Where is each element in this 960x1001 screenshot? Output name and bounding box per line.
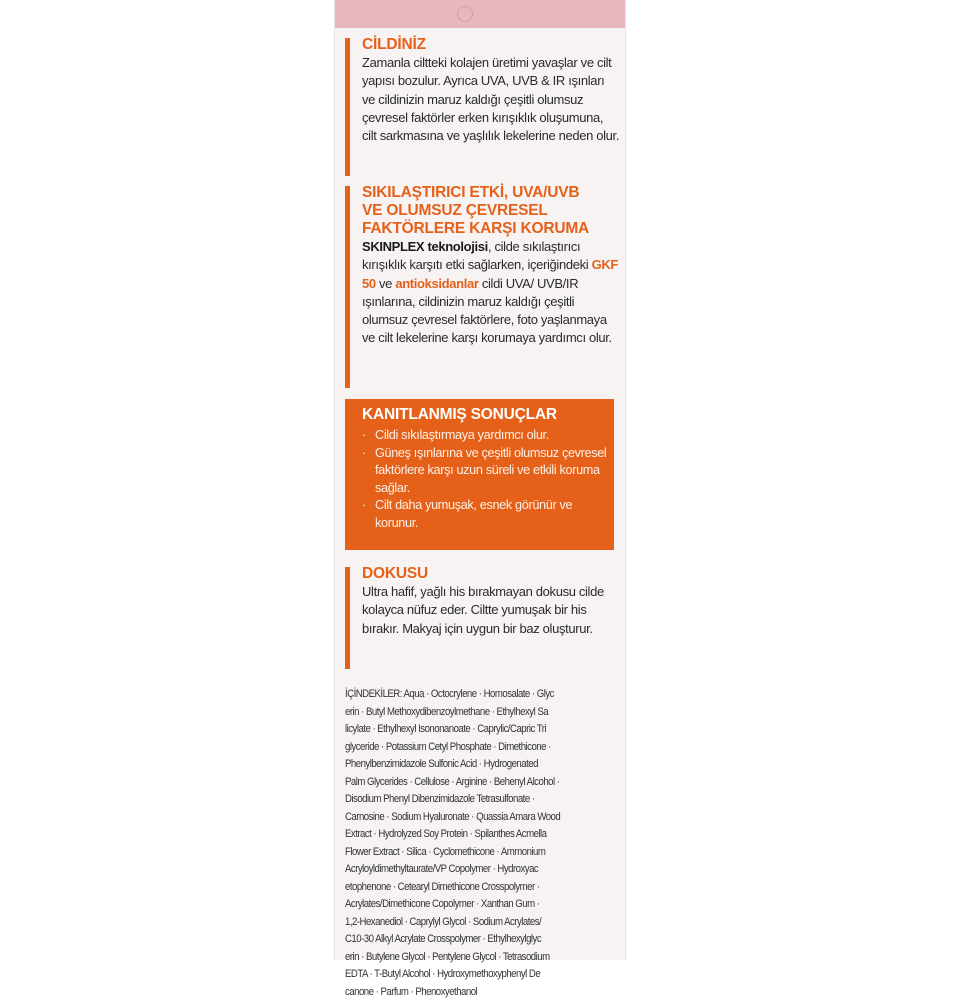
accent-bar: [345, 567, 350, 669]
spf-highlight: GKF 50: [362, 257, 618, 290]
ingredients-line: Acrylates/Dimethicone Copolymer · Xanthan Gum ·: [345, 896, 612, 914]
technology-name: SKINPLEX teknolojisi: [362, 239, 488, 254]
results-list: [345, 427, 614, 532]
ingredients-line: Acryloyldimethyltaurate/VP Copolymer · Hydroxyac: [345, 861, 612, 879]
bullet: ·: [362, 427, 366, 445]
results-item-text: Cilt daha yumuşak, esnek görünür ve korunur.: [375, 498, 572, 530]
box-cap-strip: [335, 0, 625, 28]
ingredients-line: glyceride · Potassium Cetyl Phosphate · Dimethicone ·: [345, 739, 612, 757]
ingredients-line: Carnosine · Sodium Hyaluronate · Quassia Amara Wood: [345, 809, 612, 827]
ingredients-line: Phenylbenzimidazole Sulfonic Acid · Hydrogenated: [345, 756, 612, 774]
results-item: [362, 445, 608, 498]
results-item-text: Cildi sıkılaştırmaya yardımcı olur.: [375, 428, 549, 442]
ingredients-line: Flower Extract · Silica · Cyclomethicone · Ammonium: [345, 844, 612, 862]
results-item: [362, 497, 608, 532]
section-protection-title-line: VE OLUMSUZ ÇEVRESEL: [362, 202, 620, 220]
section-texture-body: Ultra hafif, yağlı his bırakmayan dokusu cilde kolayca nüfuz eder. Ciltte yumuşak bir his bırakır. Makyaj için uygun bir baz oluşturur.: [362, 583, 620, 638]
body-text-part: , cilde sıkılaştırıcı kırışıklık karşıtı etki sağlarken, içeriğindeki: [362, 239, 592, 272]
section-protection-title-line: SIKILAŞTIRICI ETKİ, UVA/UVB: [362, 184, 620, 202]
section-skin: [345, 36, 620, 182]
results-item-text: Güneş ışınlarına ve çeşitli olumsuz çevresel faktörlere karşı uzun süreli ve etkili koruma sağlar.: [375, 446, 606, 495]
bullet: ·: [362, 497, 366, 515]
section-skin-body: Zamanla ciltteki kolajen üretimi yavaşlar ve cilt yapısı bozulur. Ayrıca UVA, UVB & IR ışınları ve cildinizin maruz kaldığı çeşitli olumsuz çevresel faktörler erken kırışıklık oluşumuna, cilt sarkmasına ve yaşlılık lekelerine neden olur.: [362, 54, 620, 145]
section-protection-title-line: FAKTÖRLERE KARŞI KORUMA: [362, 220, 620, 238]
ingredients-line: etophenone · Cetearyl Dimethicone Crosspolymer ·: [345, 879, 612, 897]
ingredients-line: erin · Butyl Methoxydibenzoylmethane · Ethylhexyl Sa: [345, 704, 612, 722]
ingredients-line: erin · Butylene Glycol · Pentylene Glycol · Tetrasodium: [345, 949, 612, 967]
section-texture: [345, 565, 620, 675]
ingredients-line: EDTA · T-Butyl Alcohol · Hydroxymethoxyphenyl De: [345, 966, 612, 984]
section-texture-title: DOKUSU: [362, 565, 620, 583]
ingredients-line: C10-30 Alkyl Acrylate Crosspolymer · Ethylhexylglyc: [345, 931, 612, 949]
ingredients-list: [345, 686, 577, 1001]
body-text-part: cildi UVA/ UVB/IR ışınlarına, cildinizin maruz kaldığı çeşitli olumsuz çevresel faktörlere, foto yaşlanmaya ve cilt lekelerine karşı korumaya yardımcı olur.: [362, 276, 612, 346]
results-item: [362, 427, 608, 445]
section-results-title: KANITLANMIŞ SONUÇLAR: [362, 406, 614, 424]
ingredients-line: Disodium Phenyl Dibenzimidazole Tetrasulfonate ·: [345, 791, 612, 809]
ingredients-line: İÇİNDEKİLER: Aqua · Octocrylene · Homosalate · Glyc: [345, 686, 612, 704]
cap-circle-mark: [457, 6, 473, 22]
bullet: ·: [362, 445, 366, 463]
ingredients-line: Extract · Hydrolyzed Soy Protein · Spilanthes Acmella: [345, 826, 612, 844]
antioxidants-highlight: antioksidanlar: [395, 276, 478, 291]
ingredients-line: licylate · Ethylhexyl Isononanoate · Caprylic/Capric Tri: [345, 721, 612, 739]
section-results: [345, 399, 614, 550]
section-protection: [345, 184, 620, 394]
ingredients-line: canone · Parfum · Phenoxyethanol: [345, 984, 612, 1001]
section-skin-title: CİLDİNİZ: [362, 36, 620, 54]
ingredients-line: 1,2-Hexanediol · Caprylyl Glycol · Sodium Acrylates/: [345, 914, 612, 932]
section-protection-body: [362, 238, 620, 348]
ingredients-line: Palm Glycerides · Cellulose · Arginine · Behenyl Alcohol ·: [345, 774, 612, 792]
accent-bar: [345, 186, 350, 388]
accent-bar: [345, 38, 350, 176]
body-text-part: ve: [376, 276, 396, 291]
